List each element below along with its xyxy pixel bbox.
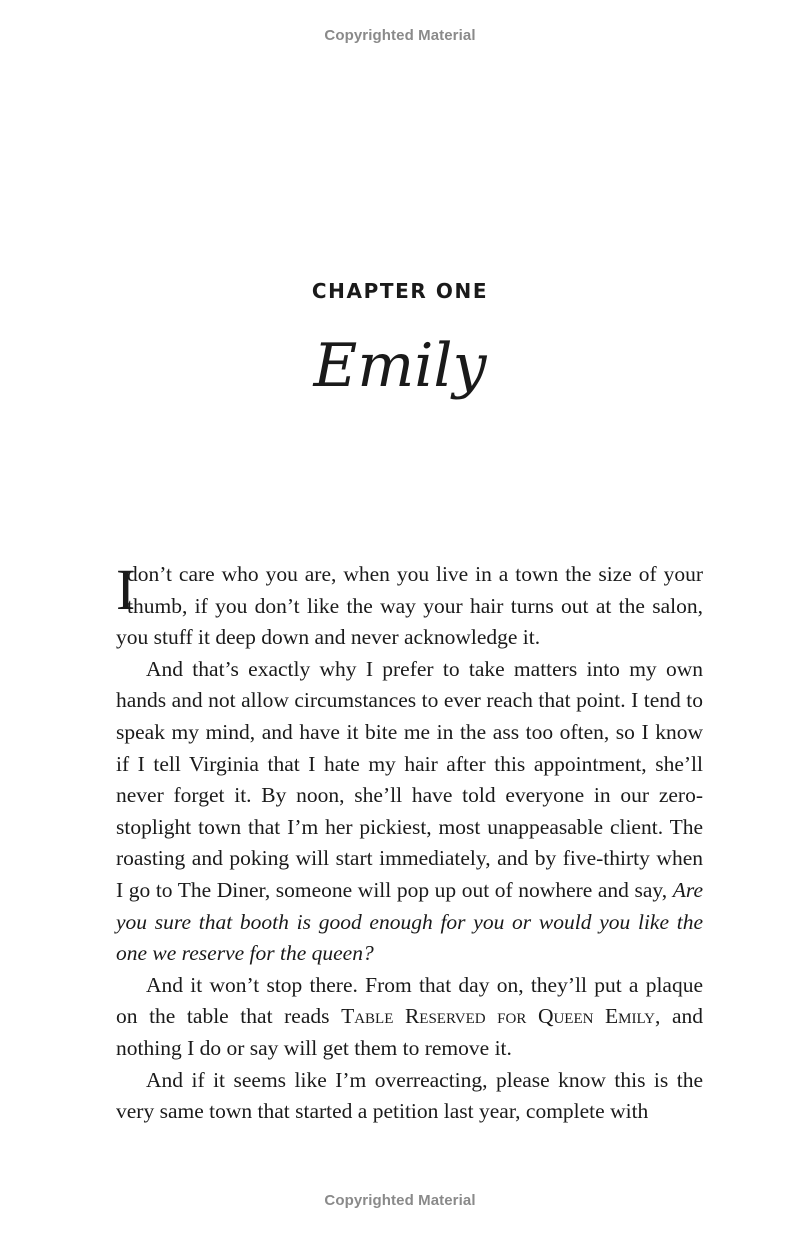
- chapter-title: Emily: [313, 331, 487, 401]
- paragraph-3-before: And it won’t stop there. From that day on, they’ll put a plaque on the table that reads: [116, 972, 703, 1029]
- body-text: [116, 559, 703, 1128]
- paragraph-1-line-2: thumb, if you don’t like the way your hair turns out at the salon,: [127, 593, 703, 618]
- paragraph-4: [116, 1065, 703, 1128]
- drop-cap: I: [116, 557, 136, 622]
- paragraph-3: [116, 970, 703, 1065]
- paragraph-3-after: , and nothing I do or say will get them to remove it.: [116, 1004, 704, 1060]
- paragraph-2-text: And that’s exactly why I prefer to take matters into my own hands and not allow circumstances to ever reach that point. I tend to speak my mind, and have it bite me in the ass too often, so I know if I tell Virginia that I hate my hair after this appointment, she’ll never forget it. By noon, she’ll have told everyone in our zero-stoplight town that I’m her pickiest, most unappeasable client. The roasting and poking will start immediately, and by five-thirty when I go to The Diner, someone will pop up out of nowhere and say,: [116, 656, 703, 902]
- paragraph-3-smallcaps: Table Reserved for Queen Emily: [341, 1004, 655, 1029]
- paragraph-2-italic: Are you sure that booth is good enough for you or would you like the one we reserve for the queen?: [116, 877, 703, 966]
- chapter-label: CHAPTER ONE: [311, 279, 489, 303]
- copyright-watermark-top: Copyrighted Material: [324, 27, 476, 44]
- paragraph-2: [116, 654, 703, 970]
- paragraph-1-line-1: don’t care who you are, when you live in a town the size of your: [127, 562, 703, 586]
- paragraph-1-line-3: you stuff it deep down and never acknowledge it.: [116, 625, 541, 650]
- paragraph-4-text: And if it seems like I’m overreacting, please know this is the very same town that started a petition last year, complete with: [116, 1067, 703, 1124]
- copyright-watermark-bottom: Copyrighted Material: [324, 1192, 476, 1209]
- paragraph-1: [116, 559, 703, 654]
